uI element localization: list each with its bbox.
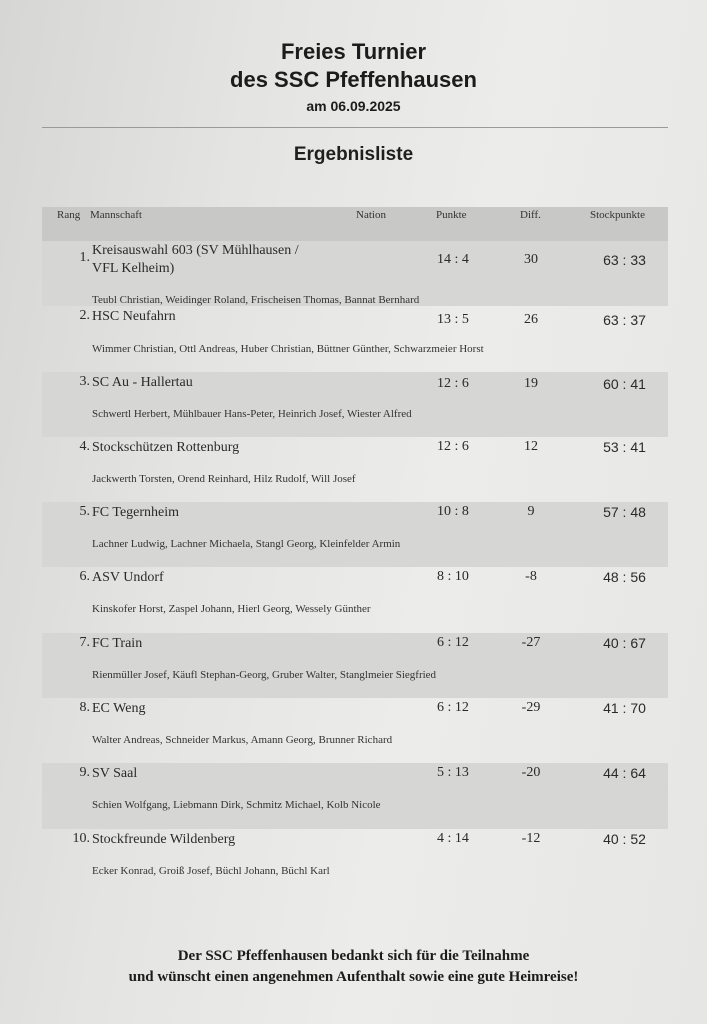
- stock-points-cell: 48 : 56: [603, 569, 646, 586]
- points-cell: 5 : 13: [437, 765, 469, 781]
- stock-points-cell: 57 : 48: [603, 504, 646, 521]
- points-cell: 12 : 6: [437, 438, 469, 454]
- closing-line-2: und wünscht einen angenehmen Aufenthalt sowie eine gute Heimreise!: [128, 969, 579, 985]
- players-cell: Ecker Konrad, Groiß Josef, Büchl Johann, Büchl Karl: [92, 864, 330, 877]
- stock-points-cell: 53 : 41: [603, 438, 646, 455]
- col-header-nation: Nation: [356, 209, 386, 221]
- results-table: [42, 241, 668, 894]
- table-row: [42, 502, 668, 567]
- tournament-host: des SSC Pfeffenhausen: [230, 67, 477, 92]
- players-cell: Schien Wolfgang, Liebmann Dirk, Schmitz Michael, Kolb Nicole: [92, 799, 381, 812]
- team-cell: EC Weng: [92, 701, 146, 717]
- points-cell: 13 : 5: [437, 312, 469, 328]
- team-cell: ASV Undorf: [92, 570, 164, 586]
- rank-cell: 2.: [79, 308, 90, 324]
- col-header-diff: Diff.: [520, 209, 541, 221]
- team-cell: SV Saal: [92, 766, 138, 782]
- rank-cell: 1.: [79, 250, 90, 265]
- players-cell: Lachner Ludwig, Lachner Michaela, Stangl Georg, Kleinfelder Armin: [92, 538, 401, 551]
- col-header-points: Punkte: [436, 209, 467, 221]
- team-cell: FC Tegernheim: [92, 505, 180, 521]
- col-header-rank: Rang: [57, 209, 81, 221]
- table-row: [42, 633, 668, 698]
- diff-cell: 26: [524, 312, 538, 328]
- diff-cell: -27: [521, 634, 541, 650]
- table-row: [42, 829, 668, 894]
- stock-points-cell: 63 : 37: [603, 312, 646, 329]
- rank-cell: 4.: [79, 438, 90, 454]
- rank-cell: 3.: [79, 373, 90, 389]
- team-cell: Stockfreunde Wildenberg: [92, 831, 236, 847]
- table-row: [42, 567, 668, 632]
- rank-cell: 5.: [79, 504, 90, 520]
- stock-points-cell: 63 : 33: [603, 252, 646, 268]
- results-heading: Ergebnisliste: [293, 144, 414, 165]
- diff-cell: -8: [525, 569, 537, 585]
- diff-cell: 30: [524, 252, 538, 267]
- diff-cell: 12: [524, 438, 538, 454]
- players-cell: Wimmer Christian, Ottl Andreas, Huber Christian, Büttner Günther, Schwarzmeier Horst: [92, 343, 484, 356]
- stock-points-cell: 40 : 52: [603, 830, 646, 847]
- stock-points-cell: 41 : 70: [603, 700, 646, 717]
- players-cell: Teubl Christian, Weidinger Roland, Frischeisen Thomas, Bannat Bernhard: [92, 294, 420, 306]
- points-cell: 10 : 8: [437, 504, 469, 520]
- players-cell: Walter Andreas, Schneider Markus, Amann Georg, Brunner Richard: [92, 734, 393, 747]
- diff-cell: -29: [521, 700, 541, 716]
- rank-cell: 10.: [72, 830, 90, 846]
- points-cell: 6 : 12: [437, 700, 469, 716]
- diff-cell: 19: [524, 375, 538, 391]
- team-cell: FC Train: [92, 635, 143, 651]
- players-cell: Kinskofer Horst, Zaspel Johann, Hierl Georg, Wessely Günther: [92, 603, 371, 616]
- tournament-title: Freies Turnier: [280, 39, 427, 64]
- table-row: [42, 698, 668, 763]
- table-row: [42, 372, 668, 437]
- points-cell: 12 : 6: [437, 375, 469, 391]
- stock-points-cell: 40 : 67: [603, 634, 646, 651]
- players-cell: Rienmüller Josef, Käufl Stephan-Georg, Gruber Walter, Stanglmeier Siegfried: [92, 668, 437, 681]
- table-header: [42, 207, 668, 241]
- stock-points-cell: 44 : 64: [603, 765, 646, 782]
- points-cell: 14 : 4: [437, 252, 469, 267]
- col-header-team: Mannschaft: [90, 209, 142, 221]
- points-cell: 4 : 14: [437, 830, 469, 846]
- diff-cell: 9: [527, 504, 535, 520]
- table-row: [42, 306, 668, 371]
- rank-cell: 7.: [79, 634, 90, 650]
- document-title-block: [0, 38, 707, 116]
- team-cell: SC Au - Hallertau: [92, 374, 193, 390]
- diff-cell: -20: [521, 765, 541, 781]
- closing-line-1: Der SSC Pfeffenhausen bedankt sich für die Teilnahme: [177, 948, 530, 964]
- players-cell: Jackwerth Torsten, Orend Reinhard, Hilz Rudolf, Will Josef: [92, 472, 356, 485]
- table-row: [42, 241, 668, 306]
- rank-cell: 8.: [79, 700, 90, 716]
- points-cell: 8 : 10: [437, 569, 469, 585]
- stock-points-cell: 60 : 41: [603, 375, 646, 392]
- team-cell: Stockschützen Rottenburg: [92, 439, 240, 455]
- team-cell: Kreisauswahl 603 (SV Mühlhausen / VFL Kelheim): [92, 243, 299, 276]
- col-header-stock: Stockpunkte: [590, 209, 645, 221]
- diff-cell: -12: [521, 830, 541, 846]
- table-row: [42, 437, 668, 502]
- team-cell: HSC Neufahrn: [92, 309, 176, 325]
- points-cell: 6 : 12: [437, 634, 469, 650]
- tournament-date: am 06.09.2025: [306, 98, 401, 114]
- rank-cell: 6.: [79, 569, 90, 585]
- closing-message: [0, 946, 707, 988]
- rank-cell: 9.: [79, 765, 90, 781]
- players-cell: Schwertl Herbert, Mühlbauer Hans-Peter, Heinrich Josef, Wiester Alfred: [92, 407, 412, 420]
- table-row: [42, 763, 668, 828]
- divider: [42, 127, 668, 128]
